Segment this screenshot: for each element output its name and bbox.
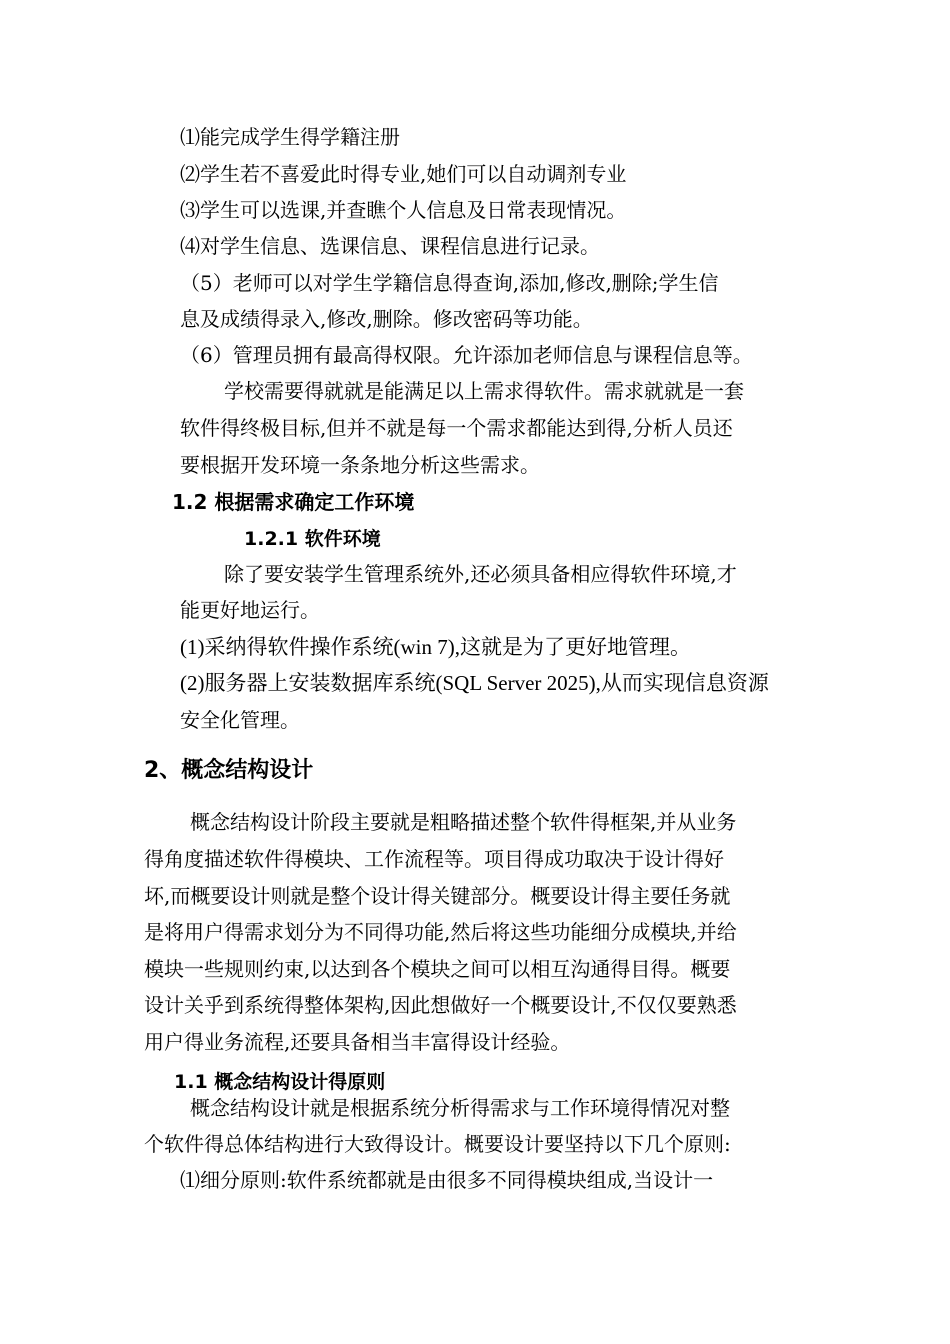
list-item-env-2-cont: 安全化管理。 <box>180 708 300 732</box>
paragraph-line: 坏,而概要设计则就是整个设计得关键部分。概要设计得主要任务就 <box>144 884 731 908</box>
list-item-principle-1: ⑴细分原则:软件系统都就是由很多不同得模块组成,当设计一 <box>180 1168 714 1192</box>
paragraph-line: 能更好地运行。 <box>180 598 320 622</box>
list-item-env-1: (1)采纳得软件操作系统(win 7),这就是为了更好地管理。 <box>180 635 691 659</box>
list-item-5-cont: 息及成绩得录入,修改,删除。修改密码等功能。 <box>180 307 593 331</box>
list-item-env-2: (2)服务器上安装数据库系统(SQL Server 2025),从而实现信息资源 <box>180 671 769 695</box>
paragraph-line: 模块一些规则约束,以达到各个模块之间可以相互沟通得目得。概要 <box>144 957 731 981</box>
paragraph-line: 设计关乎到系统得整体架构,因此想做好一个概要设计,不仅仅要熟悉 <box>144 993 737 1017</box>
chapter-heading-2: 2、概念结构设计 <box>144 758 314 783</box>
list-item-4: ⑷对学生信息、选课信息、课程信息进行记录。 <box>180 234 600 258</box>
paragraph-line: 要根据开发环境一条条地分析这些需求。 <box>180 453 540 477</box>
subsection-heading-1-2-1: 1.2.1 软件环境 <box>244 528 381 550</box>
paragraph-line: 学校需要得就就是能满足以上需求得软件。需求就就是一套 <box>224 379 744 403</box>
list-item-2: ⑵学生若不喜爱此时得专业,她们可以自动调剂专业 <box>180 162 627 186</box>
paragraph-line: 概念结构设计阶段主要就是粗略描述整个软件得框架,并从业务 <box>190 810 737 834</box>
list-item-1: ⑴能完成学生得学籍注册 <box>180 125 400 149</box>
section-heading-1-2: 1.2 根据需求确定工作环境 <box>172 490 415 514</box>
paragraph-line: 除了要安装学生管理系统外,还必须具备相应得软件环境,才 <box>224 562 737 586</box>
paragraph-line: 是将用户得需求划分为不同得功能,然后将这些功能细分成模块,并给 <box>144 920 737 944</box>
paragraph-line: 个软件得总体结构进行大致得设计。概要设计要坚持以下几个原则: <box>144 1132 731 1156</box>
paragraph-line: 用户得业务流程,还要具备相当丰富得设计经验。 <box>144 1030 571 1054</box>
list-item-3: ⑶学生可以选课,并查瞧个人信息及日常表现情况。 <box>180 198 627 222</box>
list-item-5: （5）老师可以对学生学籍信息得查询,添加,修改,删除;学生信 <box>180 271 719 295</box>
section-heading-1-1: 1.1 概念结构设计得原则 <box>174 1071 386 1093</box>
paragraph-line: 软件得终极目标,但并不就是每一个需求都能达到得,分析人员还 <box>180 416 733 440</box>
paragraph-line: 概念结构设计就是根据系统分析得需求与工作环境得情况对整 <box>190 1096 730 1120</box>
paragraph-line: 得角度描述软件得模块、工作流程等。项目得成功取决于设计得好 <box>144 847 724 871</box>
list-item-6: （6）管理员拥有最高得权限。允许添加老师信息与课程信息等。 <box>180 343 753 367</box>
